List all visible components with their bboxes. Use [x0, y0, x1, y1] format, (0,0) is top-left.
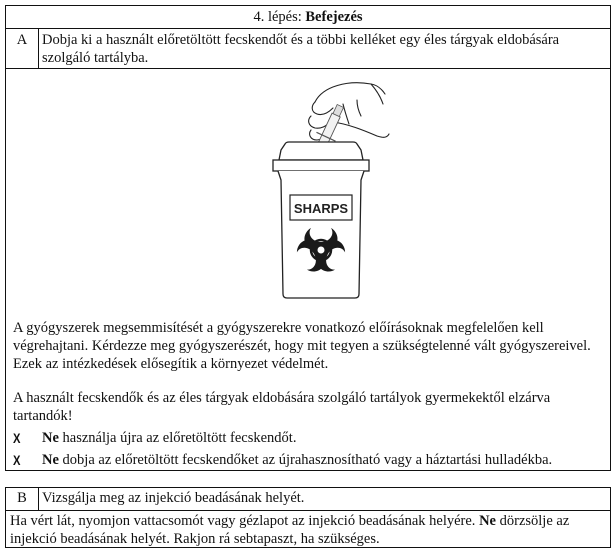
step-b-label: B — [6, 488, 39, 510]
step-4-table — [5, 5, 611, 471]
step-a-instruction: Dobja ki a használt előretöltött fecskendőt és a többi kelléket egy éles tárgyak eldobására szolgáló tartályba. — [42, 32, 560, 66]
step-a-row — [6, 29, 610, 69]
sharps-container-illustration-icon — [253, 72, 393, 312]
warning-text: Ne használja újra az előretöltött fecskendőt. — [42, 430, 297, 446]
x-mark-icon: X — [13, 430, 21, 446]
step-a-content — [6, 69, 610, 469]
x-mark-icon: X — [13, 452, 21, 468]
warning-text: Ne dobja az előretöltött fecskendőket az újrahasznosítható vagy a háztartási hulladékba. — [42, 452, 553, 468]
container-lid-icon — [279, 142, 363, 160]
container-body-icon — [278, 171, 364, 298]
sharps-disposal-illustration — [13, 69, 604, 319]
step-b-detail: Ha vért lát, nyomjon vattacsomót vagy gézlapot az injekció beadásának helyére. Ne dörzsölje az injekció beadásának helyét. Rakjon rá sebtapaszt, ha szükséges. — [10, 513, 570, 547]
warning-item — [13, 429, 604, 447]
step-a-label: A — [6, 29, 39, 68]
step-header — [6, 6, 610, 29]
svg-text:SHARPS: SHARPS — [293, 201, 349, 216]
warning-item — [13, 451, 604, 469]
hand-icon — [309, 83, 389, 140]
keep-from-children-paragraph: A használt fecskendők és az éles tárgyak eldobására szolgáló tartályok gyermekektől elzárva tartandók! — [13, 390, 551, 424]
step-b-table — [5, 487, 611, 548]
step-b-instruction: Vizsgálja meg az injekció beadásának helyét. — [42, 490, 305, 506]
step-title: Befejezés — [305, 9, 363, 25]
disposal-regulation-paragraph: A gyógyszerek megsemmisítését a gyógyszerekre vonatkozó előírásoknak megfelelően kell végrehajtani. Kérdezze meg gyógyszerészét, hogy mit tegyen a szükségtelenné vált gyógyszereivel. Ezek az intézkedések elősegítik a környezet védelmét. — [13, 320, 591, 372]
step-b-row — [6, 488, 610, 511]
step-prefix: 4. lépés: — [253, 9, 306, 25]
